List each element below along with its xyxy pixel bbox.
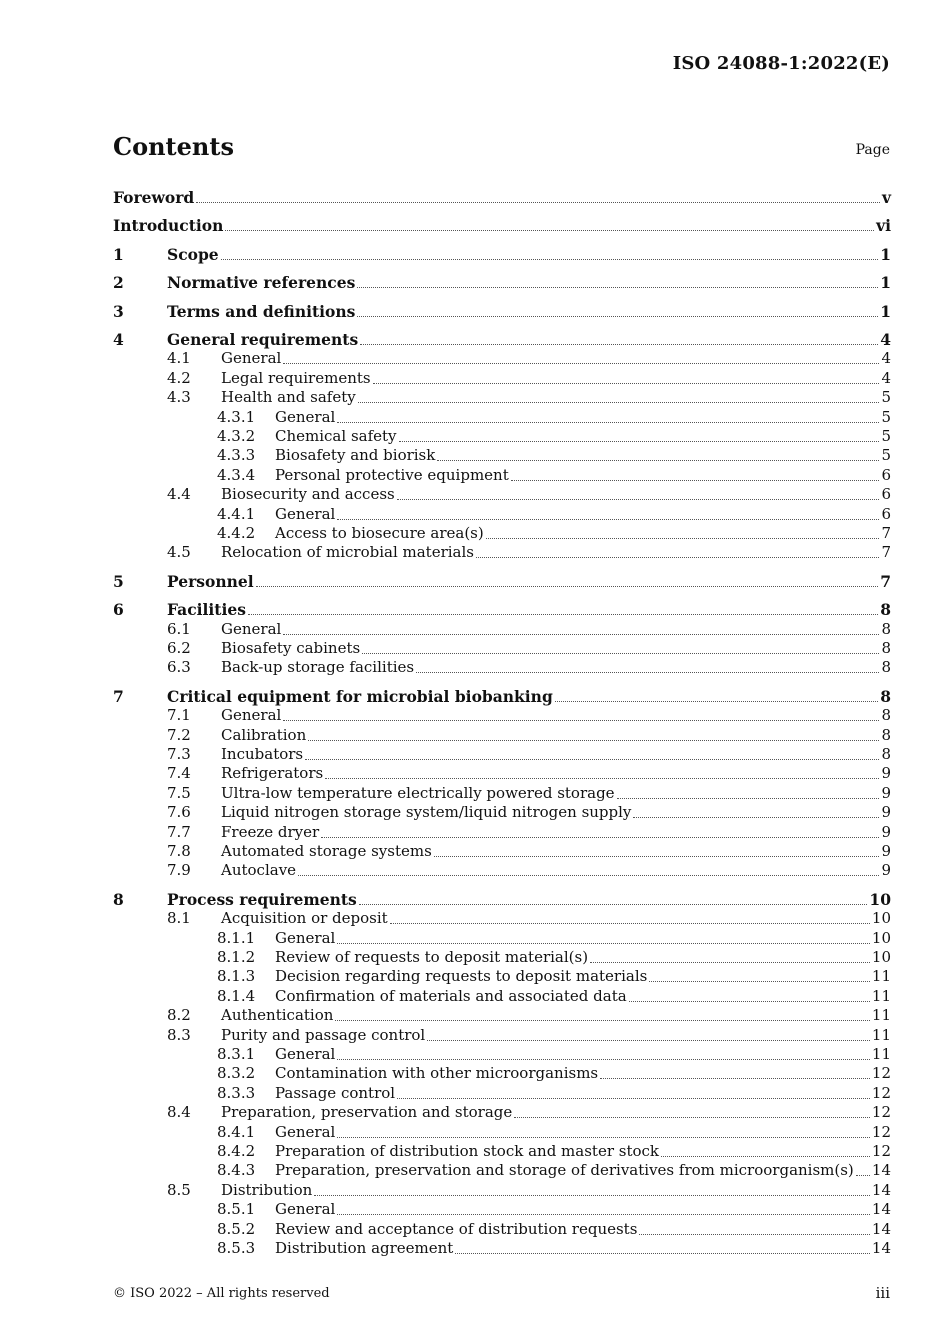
toc-entry-page: 8 [881, 639, 891, 657]
dot-leader [283, 362, 879, 364]
toc-entry-page: 9 [881, 823, 891, 841]
toc-entry[interactable] [113, 802, 891, 821]
toc-entry[interactable] [113, 1102, 891, 1121]
toc-entry[interactable] [113, 619, 891, 638]
toc-entry-page: 4 [881, 349, 891, 367]
toc-entry-number: 8.1.2 [217, 948, 256, 966]
toc-entry-number: 5 [113, 572, 124, 591]
toc-entry-title: Review and acceptance of distribution requests [275, 1220, 638, 1238]
dot-leader [314, 1194, 870, 1196]
toc-entry[interactable] [113, 860, 891, 879]
dot-leader [337, 1213, 870, 1215]
toc-entry[interactable] [113, 822, 891, 841]
toc-entry[interactable] [113, 657, 891, 676]
toc-entry-title: General requirements [167, 330, 359, 349]
dot-leader [360, 343, 878, 345]
toc-entry[interactable] [113, 705, 891, 724]
dot-leader [661, 1155, 870, 1157]
toc-entry-number: 7.6 [167, 803, 191, 821]
toc-entry-number: 4.5 [167, 543, 191, 561]
toc-entry-title: Distribution [221, 1181, 313, 1199]
toc-entry-title: Passage control [275, 1084, 396, 1102]
toc-entry-page: 11 [871, 1006, 891, 1024]
toc-entry-title: Acquisition or deposit [221, 909, 388, 927]
toc-entry[interactable] [113, 1219, 891, 1238]
toc-entry-number: 8.5.2 [217, 1220, 256, 1238]
dot-leader [335, 1019, 870, 1021]
toc-entry-title: Freeze dryer [221, 823, 320, 841]
toc-entry-page: 11 [871, 987, 891, 1005]
toc-entry[interactable] [113, 783, 891, 802]
toc-entry-number: 8.1.1 [217, 929, 256, 947]
toc-entry[interactable] [113, 1063, 891, 1082]
toc-entry-number: 8.1 [167, 909, 191, 927]
toc-entry-number: 4.3.1 [217, 408, 256, 426]
toc-entry-number: 7.2 [167, 726, 191, 744]
toc-entry-number: 3 [113, 302, 124, 321]
toc-entry-title: Autoclave [221, 861, 297, 879]
toc-entry-page: v [881, 188, 891, 207]
toc-entry-title: General [221, 349, 282, 367]
toc-entry[interactable] [113, 244, 891, 263]
toc-entry-title: Incubators [221, 745, 304, 763]
toc-entry-page: 7 [881, 543, 891, 561]
dot-leader [357, 286, 878, 288]
toc-entry[interactable] [113, 348, 891, 367]
toc-entry-number: 4.4 [167, 485, 191, 503]
toc-entry-number: 7.9 [167, 861, 191, 879]
dot-leader [359, 903, 868, 905]
toc-entry-page: 1 [880, 273, 891, 292]
dot-leader [321, 836, 879, 838]
dot-leader [437, 459, 879, 461]
copyright-notice: © ISO 2022 – All rights reserved [113, 1286, 330, 1301]
toc-entry-title: Authentication [221, 1006, 334, 1024]
toc-entry-title: General [275, 929, 336, 947]
toc-entry-page: 9 [881, 764, 891, 782]
toc-entry-title: Calibration [221, 726, 307, 744]
toc-entry[interactable] [113, 686, 891, 705]
dot-leader [434, 855, 880, 857]
toc-entry[interactable] [113, 368, 891, 387]
toc-entry-number: 8.4.3 [217, 1161, 256, 1179]
toc-entry-title: General [275, 1200, 336, 1218]
toc-entry[interactable] [113, 841, 891, 860]
toc-entry-number: 4.4.1 [217, 505, 256, 523]
dot-leader [486, 537, 880, 539]
toc-entry-page: 8 [880, 687, 891, 706]
dot-leader [390, 922, 870, 924]
toc-entry-title: Back-up storage facilities [221, 658, 415, 676]
toc-entry-page: 14 [871, 1181, 891, 1199]
toc-entry-title: Introduction [113, 216, 224, 235]
toc-entry-number: 8 [113, 890, 124, 909]
toc-entry-title: General [275, 1045, 336, 1063]
toc-entry-page: 12 [871, 1064, 891, 1082]
toc-entry-title: Ultra-low temperature electrically powered storage [221, 784, 615, 802]
toc-entry-page: 1 [880, 302, 891, 321]
dot-leader [397, 1097, 870, 1099]
toc-entry[interactable] [113, 1005, 891, 1024]
dot-leader [225, 229, 874, 231]
dot-leader [600, 1077, 870, 1079]
toc-entry-page: 5 [881, 446, 891, 464]
toc-entry-number: 4.3.3 [217, 446, 256, 464]
toc-entry-number: 8.5.3 [217, 1239, 256, 1257]
toc-entry-title: Chemical safety [275, 427, 397, 445]
toc-entry[interactable] [113, 1083, 891, 1102]
toc-entry[interactable] [113, 1199, 891, 1218]
toc-entry-number: 7.3 [167, 745, 191, 763]
toc-entry[interactable] [113, 928, 891, 947]
toc-entry-title: Personal protective equipment [275, 466, 509, 484]
toc-entry-title: General [275, 505, 336, 523]
toc-entry-page: 9 [881, 842, 891, 860]
toc-entry[interactable] [113, 426, 891, 445]
toc-entry-page: 9 [881, 803, 891, 821]
toc-entry-title: Confirmation of materials and associated data [275, 987, 627, 1005]
toc-entry-page: 9 [881, 784, 891, 802]
toc-entry[interactable] [113, 272, 891, 291]
dot-leader [357, 315, 878, 317]
toc-entry-page: 8 [881, 620, 891, 638]
toc-entry[interactable] [113, 908, 891, 927]
toc-entry-title: Automated storage systems [221, 842, 432, 860]
toc-entry-number: 6 [113, 600, 124, 619]
toc-entry-page: 5 [881, 427, 891, 445]
toc-entry[interactable] [113, 215, 891, 234]
toc-entry-number: 8.4 [167, 1103, 191, 1121]
toc-entry-number: 7 [113, 687, 124, 706]
toc-entry-page: 10 [871, 909, 891, 927]
toc-entry-page: 7 [881, 524, 891, 542]
toc-entry-page: 6 [881, 505, 891, 523]
dot-leader [337, 518, 879, 520]
toc-entry-number: 7.1 [167, 706, 191, 724]
dot-leader [256, 585, 879, 587]
dot-leader [248, 613, 878, 615]
toc-entry-number: 4.1 [167, 349, 191, 367]
toc-entry-title: Decision regarding requests to deposit materials [275, 967, 648, 985]
toc-entry[interactable] [113, 445, 891, 464]
toc-entry-number: 6.1 [167, 620, 191, 638]
toc-entry-page: 4 [881, 369, 891, 387]
toc-entry-page: 7 [880, 572, 891, 591]
dot-leader [337, 421, 879, 423]
toc-entry-page: 8 [880, 600, 891, 619]
toc-entry-number: 8.5.1 [217, 1200, 256, 1218]
page-column-label: Page [855, 142, 890, 158]
toc-entry-number: 6.3 [167, 658, 191, 676]
dot-leader [590, 961, 870, 963]
toc-entry-number: 4.4.2 [217, 524, 256, 542]
dot-leader [358, 401, 880, 403]
toc-entry-page: 1 [880, 245, 891, 264]
toc-entry-title: General [221, 620, 282, 638]
toc-entry-title: Preparation of distribution stock and master stock [275, 1142, 660, 1160]
toc-entry-title: Critical equipment for microbial biobanking [167, 687, 553, 706]
toc-entry[interactable] [113, 504, 891, 523]
toc-entry-number: 8.3.2 [217, 1064, 256, 1082]
toc-entry-title: Biosafety and biorisk [275, 446, 436, 464]
toc-entry-number: 8.5 [167, 1181, 191, 1199]
toc-entry-number: 7.7 [167, 823, 191, 841]
dot-leader [639, 1233, 870, 1235]
toc-entry-title: Liquid nitrogen storage system/liquid nitrogen supply [221, 803, 632, 821]
toc-entry-title: Contamination with other microorganisms [275, 1064, 599, 1082]
toc-entry-number: 7.5 [167, 784, 191, 802]
dot-leader [555, 700, 878, 702]
toc-entry-number: 4.3.4 [217, 466, 256, 484]
toc-entry[interactable] [113, 1238, 891, 1257]
toc-entry-title: General [275, 1123, 336, 1141]
toc-entry-number: 8.4.2 [217, 1142, 256, 1160]
dot-leader [455, 1252, 870, 1254]
toc-entry-page: 12 [871, 1084, 891, 1102]
toc-entry[interactable] [113, 638, 891, 657]
toc-entry-title: General [275, 408, 336, 426]
toc-entry-title: Relocation of microbial materials [221, 543, 474, 561]
toc-entry[interactable] [113, 465, 891, 484]
toc-entry-page: 11 [871, 1026, 891, 1044]
toc-entry-number: 8.3 [167, 1026, 191, 1044]
toc-entry-number: 6.2 [167, 639, 191, 657]
toc-entry-page: 6 [881, 485, 891, 503]
contents-title: Contents [113, 132, 234, 161]
toc-entry-title: Personnel [167, 572, 254, 591]
dot-leader [308, 739, 879, 741]
toc-entry-page: 14 [871, 1239, 891, 1257]
toc-entry-number: 8.1.3 [217, 967, 256, 985]
toc-entry[interactable] [113, 187, 891, 206]
toc-entry-number: 1 [113, 245, 124, 264]
toc-entry[interactable] [113, 966, 891, 985]
toc-entry-title: Terms and definitions [167, 302, 356, 321]
dot-leader [337, 942, 870, 944]
toc-entry-title: Review of requests to deposit material(s) [275, 948, 589, 966]
dot-leader [362, 652, 879, 654]
toc-entry-number: 4 [113, 330, 124, 349]
dot-leader [399, 440, 880, 442]
toc-entry-title: Access to biosecure area(s) [275, 524, 484, 542]
toc-entry-number: 8.3.1 [217, 1045, 256, 1063]
toc-entry-number: 7.4 [167, 764, 191, 782]
toc-entry[interactable] [113, 1044, 891, 1063]
toc-entry[interactable] [113, 484, 891, 503]
dot-leader [283, 719, 879, 721]
toc-entry[interactable] [113, 947, 891, 966]
toc-entry[interactable] [113, 301, 891, 320]
toc-entry-title: Preparation, preservation and storage [221, 1103, 513, 1121]
toc-entry-page: 8 [881, 726, 891, 744]
dot-leader [283, 633, 879, 635]
toc-entry[interactable] [113, 725, 891, 744]
toc-entry[interactable] [113, 986, 891, 1005]
toc-entry[interactable] [113, 1160, 891, 1179]
toc-entry-title: Health and safety [221, 388, 356, 406]
toc-entry-page: 9 [881, 861, 891, 879]
toc-entry-page: 10 [871, 948, 891, 966]
dot-leader [337, 1058, 870, 1060]
toc-entry-title: Preparation, preservation and storage of derivatives from microorganism(s) [275, 1161, 854, 1179]
toc-entry-number: 7.8 [167, 842, 191, 860]
toc-entry-page: 10 [871, 929, 891, 947]
toc-entry-page: 14 [871, 1161, 891, 1179]
toc-entry[interactable] [113, 1141, 891, 1160]
toc-entry-number: 8.2 [167, 1006, 191, 1024]
toc-entry-title: Distribution agreement [275, 1239, 454, 1257]
toc-entry[interactable] [113, 744, 891, 763]
toc-entry-page: 12 [871, 1142, 891, 1160]
toc-entry-page: 8 [881, 706, 891, 724]
toc-entry-page: 5 [881, 388, 891, 406]
toc-entry[interactable] [113, 1025, 891, 1044]
toc-entry[interactable] [113, 763, 891, 782]
dot-leader [476, 556, 879, 558]
dot-leader [305, 758, 879, 760]
toc-entry-number: 4.3.2 [217, 427, 256, 445]
dot-leader [397, 498, 880, 500]
dot-leader [633, 816, 879, 818]
page-number: iii [875, 1284, 890, 1302]
dot-leader [325, 777, 879, 779]
toc-entry-number: 4.2 [167, 369, 191, 387]
dot-leader [856, 1174, 870, 1176]
dot-leader [514, 1116, 870, 1118]
dot-leader [337, 1136, 870, 1138]
toc-entry-number: 2 [113, 273, 124, 292]
toc-entry[interactable] [113, 542, 891, 561]
dot-leader [511, 479, 880, 481]
toc-entry[interactable] [113, 889, 891, 908]
toc-entry-number: 8.3.3 [217, 1084, 256, 1102]
toc-entry[interactable] [113, 571, 891, 590]
toc-entry-title: Refrigerators [221, 764, 324, 782]
toc-entry-page: 8 [881, 658, 891, 676]
toc-entry[interactable] [113, 1122, 891, 1141]
toc-entry-title: Normative references [167, 273, 356, 292]
toc-entry-title: Purity and passage control [221, 1026, 426, 1044]
toc-entry-title: Scope [167, 245, 219, 264]
toc-entry-title: Legal requirements [221, 369, 371, 387]
toc-entry-page: 12 [871, 1103, 891, 1121]
toc-entry[interactable] [113, 329, 891, 348]
toc-entry-number: 8.1.4 [217, 987, 256, 1005]
toc-entry-page: 11 [871, 967, 891, 985]
toc-entry-page: 8 [881, 745, 891, 763]
toc-entry[interactable] [113, 599, 891, 618]
dot-leader [221, 258, 879, 260]
toc-entry[interactable] [113, 407, 891, 426]
toc-entry-title: Facilities [167, 600, 246, 619]
document-code: ISO 24088-1:2022(E) [672, 53, 890, 74]
toc-entry-page: 10 [869, 890, 891, 909]
toc-entry[interactable] [113, 523, 891, 542]
toc-entry-page: 4 [880, 330, 891, 349]
toc-entry-page: vi [876, 216, 891, 235]
dot-leader [196, 201, 880, 203]
dot-leader [373, 382, 880, 384]
dot-leader [427, 1039, 870, 1041]
toc-entry-page: 14 [871, 1220, 891, 1238]
toc-entry-page: 11 [871, 1045, 891, 1063]
toc-entry-title: Foreword [113, 188, 195, 207]
toc-entry[interactable] [113, 1180, 891, 1199]
dot-leader [649, 980, 870, 982]
dot-leader [629, 1000, 870, 1002]
dot-leader [416, 671, 879, 673]
toc-entry-page: 14 [871, 1200, 891, 1218]
toc-entry-title: Biosafety cabinets [221, 639, 361, 657]
toc-entry-title: Process requirements [167, 890, 357, 909]
toc-entry-page: 12 [871, 1123, 891, 1141]
toc-entry-title: Biosecurity and access [221, 485, 395, 503]
toc-entry[interactable] [113, 387, 891, 406]
dot-leader [617, 797, 880, 799]
toc-entry-page: 6 [881, 466, 891, 484]
toc-entry-number: 8.4.1 [217, 1123, 256, 1141]
toc-entry-title: General [221, 706, 282, 724]
toc-entry-number: 4.3 [167, 388, 191, 406]
dot-leader [298, 874, 879, 876]
toc-entry-page: 5 [881, 408, 891, 426]
